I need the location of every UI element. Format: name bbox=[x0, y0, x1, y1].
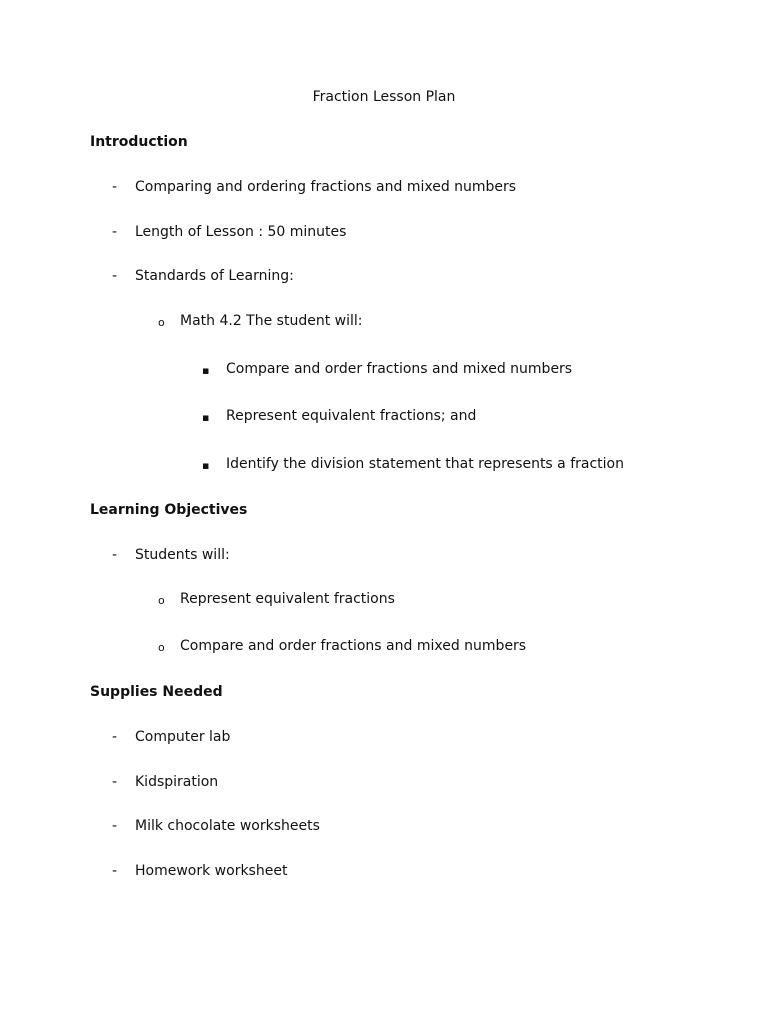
circle-bullet-icon: o bbox=[158, 316, 165, 329]
dash-bullet-icon: - bbox=[112, 774, 118, 790]
section-heading-learning-objectives: Learning Objectives bbox=[90, 502, 248, 518]
dash-bullet-icon: - bbox=[112, 729, 118, 745]
dash-bullet-icon: - bbox=[112, 268, 118, 284]
page-title: Fraction Lesson Plan bbox=[312, 89, 456, 105]
list-item-text: Standards of Learning: bbox=[135, 268, 294, 284]
square-bullet-icon: ▪ bbox=[202, 459, 210, 472]
dash-bullet-icon: - bbox=[112, 547, 118, 563]
square-bullet-icon: ▪ bbox=[202, 411, 210, 424]
section-heading-supplies-needed: Supplies Needed bbox=[90, 684, 223, 700]
dash-bullet-icon: - bbox=[112, 224, 118, 240]
list-item-text: Kidspiration bbox=[135, 774, 219, 790]
list-item-text: Identify the division statement that represents a fraction bbox=[226, 456, 624, 472]
list-item-text: Students will: bbox=[135, 547, 230, 563]
list-item-text: Represent equivalent fractions bbox=[180, 591, 395, 607]
section-heading-introduction: Introduction bbox=[90, 134, 188, 150]
list-item-text: Comparing and ordering fractions and mixed numbers bbox=[135, 179, 517, 195]
list-item-text: Computer lab bbox=[135, 729, 231, 745]
list-item-text: Represent equivalent fractions; and bbox=[226, 408, 477, 424]
circle-bullet-icon: o bbox=[158, 641, 165, 654]
circle-bullet-icon: o bbox=[158, 594, 165, 607]
dash-bullet-icon: - bbox=[112, 179, 118, 195]
list-item-text: Homework worksheet bbox=[135, 863, 288, 879]
list-item-text: Length of Lesson : 50 minutes bbox=[135, 224, 347, 240]
list-item-text: Compare and order fractions and mixed numbers bbox=[226, 361, 573, 377]
dash-bullet-icon: - bbox=[112, 863, 118, 879]
square-bullet-icon: ▪ bbox=[202, 364, 210, 377]
list-item-text: Compare and order fractions and mixed numbers bbox=[180, 638, 527, 654]
list-item-text: Math 4.2 The student will: bbox=[180, 313, 363, 329]
dash-bullet-icon: - bbox=[112, 818, 118, 834]
list-item-text: Milk chocolate worksheets bbox=[135, 818, 320, 834]
